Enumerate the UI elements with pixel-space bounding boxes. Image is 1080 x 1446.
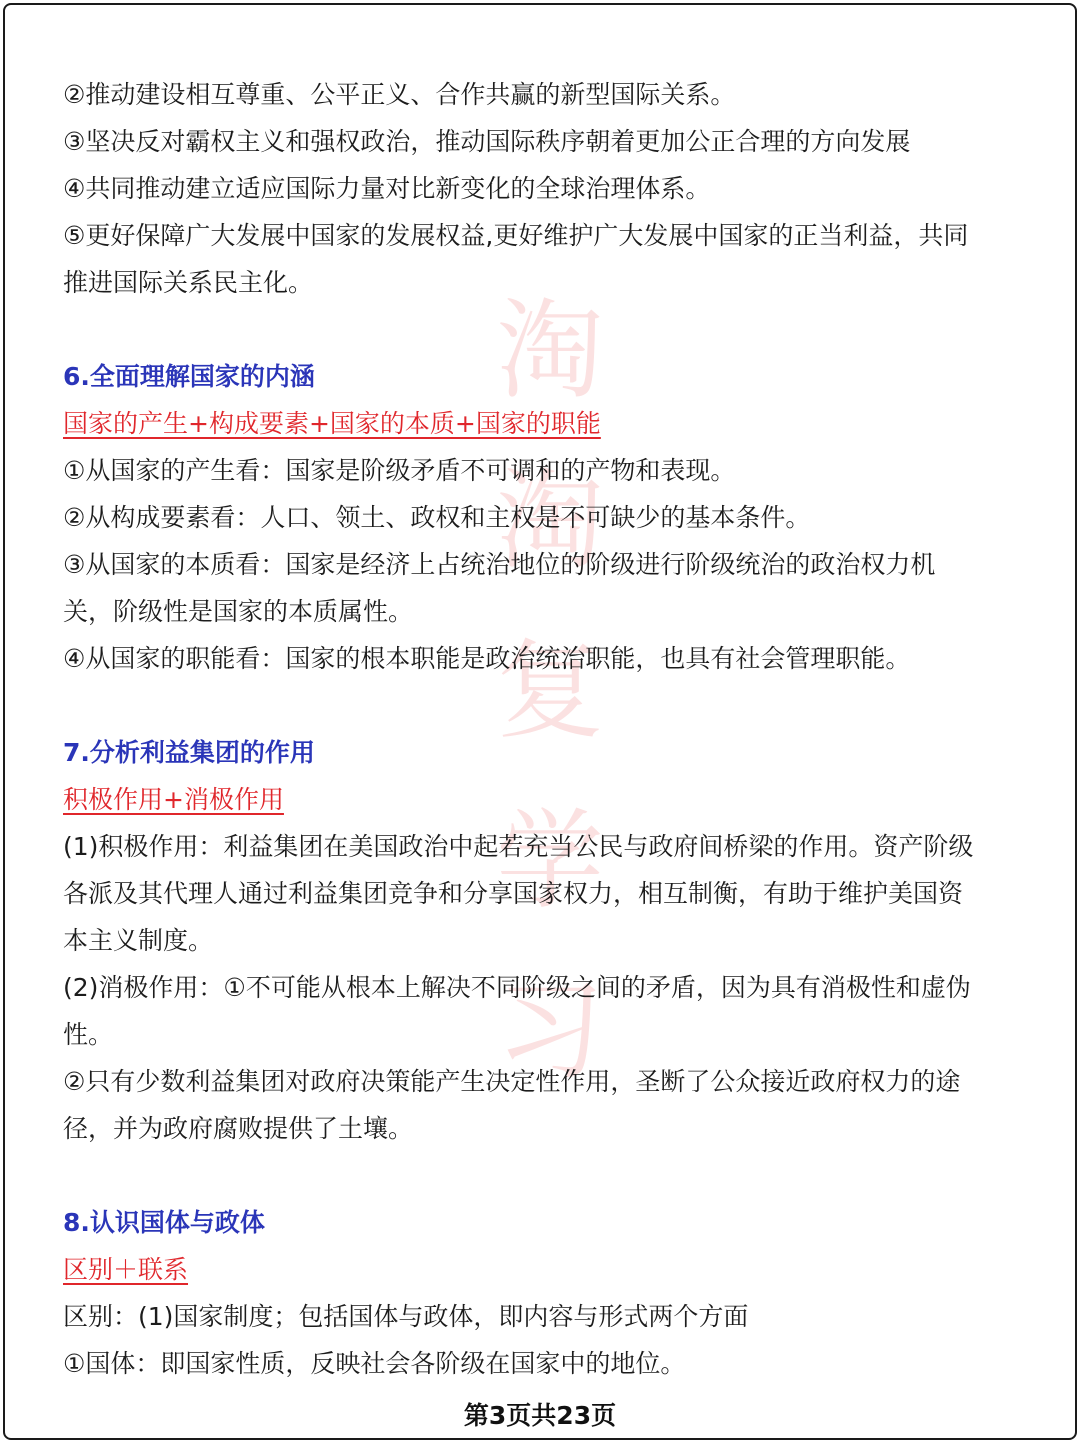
spacer xyxy=(63,1152,1023,1199)
text-line: 本主义制度。 xyxy=(63,926,214,955)
section-subheading xyxy=(63,1246,1023,1293)
text-line: ②推动建设相互尊重、公平正义、合作共赢的新型国际关系。 xyxy=(63,80,736,109)
text-line: 推进国际关系民主化。 xyxy=(63,268,314,297)
text-line: ②只有少数利益集团对政府决策能产生决定性作用，圣断了公众接近政府权力的途 xyxy=(63,1067,961,1096)
text-line: (1)积极作用：利益集团在美国政治中起若充当公民与政府间桥梁的作用。资产阶级 xyxy=(63,832,974,861)
text-line: ③从国家的本质看：国家是经济上占统治地位的阶级进行阶级统治的政治权力机 xyxy=(63,550,936,579)
section-heading: 8.认识国体与政体 xyxy=(63,1208,265,1237)
page-number: 第3页共23页 xyxy=(463,1401,617,1430)
text-line: ④共同推动建立适应国际力量对比新变化的全球治理体系。 xyxy=(63,174,711,203)
text-line: ①国体：即国家性质，反映社会各阶级在国家中的地位。 xyxy=(63,1349,686,1378)
watermark-char: 淘 xyxy=(495,289,604,414)
text-line: ④从国家的职能看：国家的根本职能是政治统治职能，也具有社会管理职能。 xyxy=(63,644,911,673)
spacer xyxy=(63,306,1023,353)
text-line: ②从构成要素看：人口、领土、政权和主权是不可缺少的基本条件。 xyxy=(63,503,811,532)
text-line: 关，阶级性是国家的本质属性。 xyxy=(63,597,414,626)
spacer xyxy=(63,682,1023,729)
text-line: 各派及其代理人通过利益集团竞争和分享国家权力，相互制衡，有助于维护美国资 xyxy=(63,879,964,908)
text-line: 区别：(1)国家制度；包括国体与政体，即内容与形式两个方面 xyxy=(63,1302,749,1331)
text-line: 性。 xyxy=(63,1020,114,1049)
document-page xyxy=(3,3,1077,1440)
text-line: ①从国家的产生看：国家是阶级矛盾不可调和的产物和表现。 xyxy=(63,456,736,485)
section-heading: 6.全面理解国家的内涵 xyxy=(63,362,315,391)
section-subheading xyxy=(63,776,1023,823)
subheading-text: 国家的产生+构成要素+国家的本质+国家的职能 xyxy=(63,409,601,438)
watermark-char: 学 xyxy=(495,799,604,924)
document-content xyxy=(63,71,1023,1387)
watermark-char: 复 xyxy=(495,629,604,754)
text-line: ⑤更好保障广大发展中国家的发展权益,更好维护广大发展中国家的正当利益，共同 xyxy=(63,221,969,250)
text-line: (2)消极作用：①不可能从根本上解决不同阶级之间的矛盾，因为具有消极性和虚伪 xyxy=(63,973,971,1002)
subheading-text: 区别＋联系 xyxy=(63,1255,189,1284)
subheading-text: 积极作用+消极作用 xyxy=(63,785,284,814)
section-subheading xyxy=(63,400,1023,447)
watermark-char: 淘 xyxy=(495,459,604,584)
watermark-char: 习 xyxy=(495,969,604,1094)
section-heading: 7.分析利益集团的作用 xyxy=(63,738,315,767)
text-line: ③坚决反对霸权主义和强权政治，推动国际秩序朝着更加公正合理的方向发展 xyxy=(63,127,911,156)
text-line: 径，并为政府腐败提供了土壤。 xyxy=(63,1114,414,1143)
